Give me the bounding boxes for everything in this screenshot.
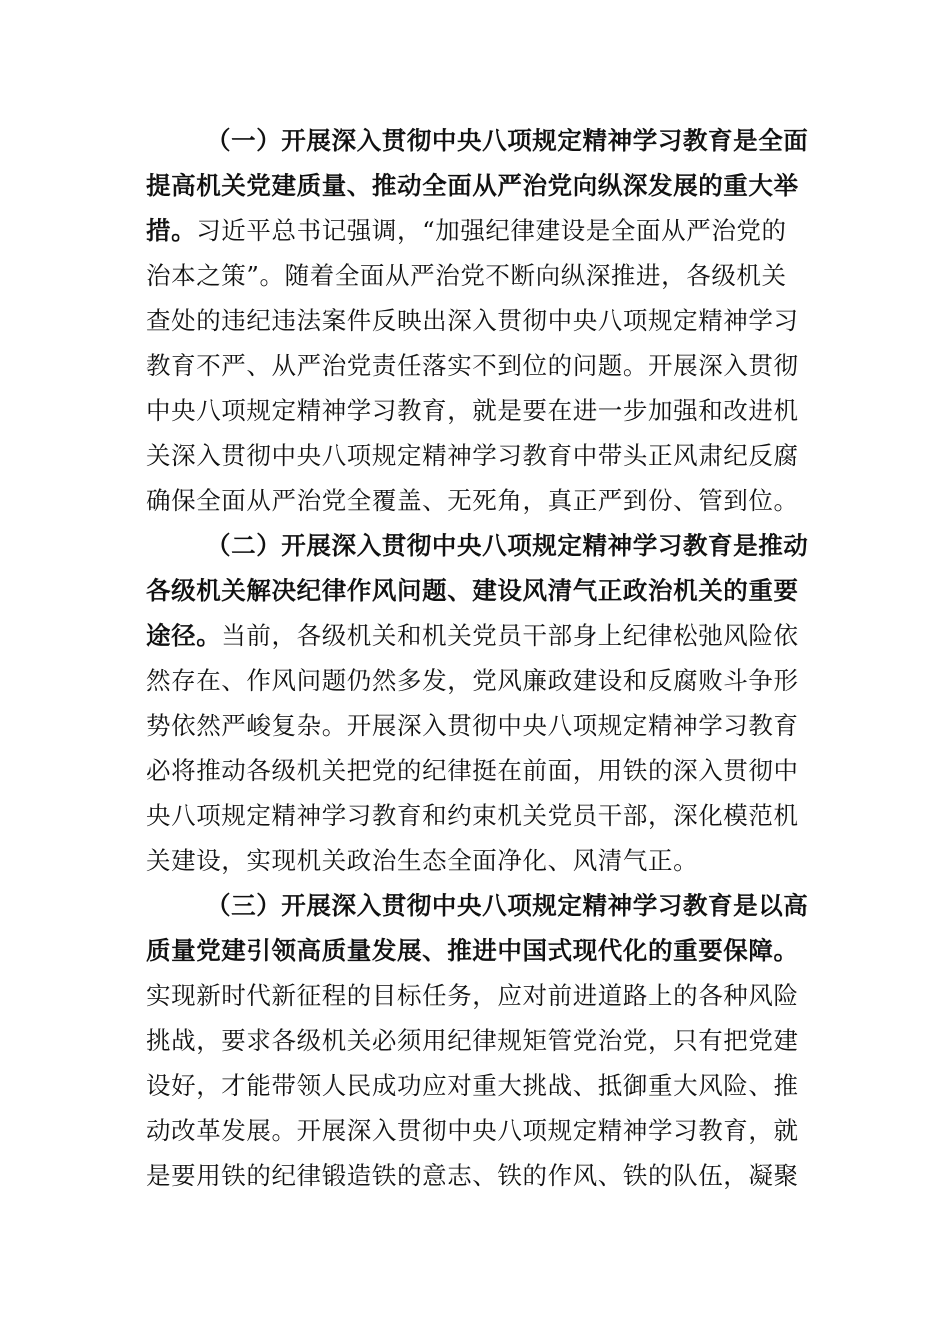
section-3-heading-line-2: 质量党建引领高质量发展、推进中国式现代化的重要保障。 (146, 936, 799, 965)
section-1-heading-tail: 措。 (146, 216, 197, 245)
section-1-line-3 (146, 209, 806, 253)
section-1-body-first: 习近平总书记强调，“加强纪律建设是全面从严治党的 (196, 216, 787, 245)
section-2-line-3 (146, 614, 806, 658)
section-3-body-line: 设好，才能带领人民成功应对重大挑战、抵御重大风险、推 (146, 1071, 799, 1100)
section-2-body-first: 当前，各级机关和机关党员干部身上纪律松弛风险依 (221, 621, 799, 650)
section-3-body-line: 实现新时代新征程的目标任务，应对前进道路上的各种风险 (146, 981, 799, 1010)
section-2-body-line: 必将推动各级机关把党的纪律挺在前面，用铁的深入贯彻中 (146, 756, 799, 785)
section-1-body-line: 查处的违纪违法案件反映出深入贯彻中央八项规定精神学习 (146, 306, 799, 335)
section-2-heading-tail: 途径。 (146, 621, 222, 650)
section-1-body-line: 关深入贯彻中央八项规定精神学习教育中带头正风肃纪反腐 (146, 441, 799, 470)
section-2-body-line: 势依然严峻复杂。开展深入贯彻中央八项规定精神学习教育 (146, 711, 799, 740)
section-3-body-line: 挑战，要求各级机关必须用纪律规矩管党治党，只有把党建 (146, 1026, 799, 1055)
section-2-body-line: 关建设，实现机关政治生态全面净化、风清气正。 (146, 846, 699, 875)
section-2-body-line: 然存在、作风问题仍然多发，党风廉政建设和反腐败斗争形 (146, 666, 799, 695)
section-1-body-line: 中央八项规定精神学习教育，就是要在进一步加强和改进机 (146, 396, 799, 425)
section-3-body-line: 是要用铁的纪律锻造铁的意志、铁的作风、铁的队伍，凝聚 (146, 1161, 799, 1190)
section-2-heading-line-2: 各级机关解决纪律作风问题、建设风清气正政治机关的重要 (146, 576, 799, 605)
section-2-body-line: 央八项规定精神学习教育和约束机关党员干部，深化模范机 (146, 801, 799, 830)
section-1-body-line: 确保全面从严治党全覆盖、无死角，真正严到份、管到位。 (146, 486, 799, 515)
section-1-heading-line-2: 提高机关党建质量、推动全面从严治党向纵深发展的重大举 (146, 171, 799, 200)
section-1-body-line: 治本之策”。随着全面从严治党不断向纵深推进，各级机关 (146, 261, 787, 290)
section-3-body-line: 动改革发展。开展深入贯彻中央八项规定精神学习教育，就 (146, 1116, 799, 1145)
section-3-heading-line-1: （三）开展深入贯彻中央八项规定精神学习教育是以高 (206, 891, 809, 920)
section-1-body-line: 教育不严、从严治党责任落实不到位的问题。开展深入贯彻 (146, 351, 799, 380)
section-2-heading-line-1: （二）开展深入贯彻中央八项规定精神学习教育是推动 (206, 531, 809, 560)
section-1-heading-line-1: （一）开展深入贯彻中央八项规定精神学习教育是全面 (206, 126, 809, 155)
